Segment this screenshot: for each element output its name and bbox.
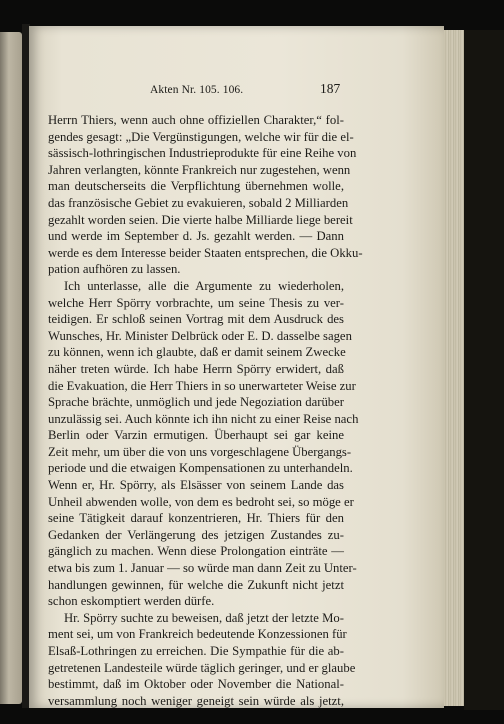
text-line: die Evakuation, die Herr Thiers in so unerwarteter Weise zur (48, 378, 356, 393)
text-line: teidigen. Er schloß seinen Vortrag mit dem Ausdruck des (48, 312, 344, 327)
text-line: pation aufhören zu lassen. (48, 262, 181, 277)
text-line: unzulässig sei. Auch könnte ich ihn nicht zu einer Reise nach (48, 411, 359, 426)
page-edges (444, 30, 464, 706)
text-line: getretenen Landesteile würde täglich geringer, und er glaube (48, 660, 356, 675)
text-line: Gedanken der Verlängerung des jetzigen Zustandes zu- (48, 527, 344, 542)
background-right (464, 30, 504, 710)
left-page-edge (0, 32, 22, 704)
text-line: bestimmt, daß im Oktober oder November die National- (48, 677, 344, 692)
text-line: ment sei, um von Frankreich bedeutende Konzessionen für (48, 627, 347, 642)
text-line: handlungen gewinnen, für welche die Zukunft nicht jetzt (48, 577, 344, 592)
text-line: näher treten würde. Ich habe Herrn Spörry erwidert, daß (48, 361, 344, 376)
text-line: versammlung noch weniger geneigt sein würde als jetzt, (48, 693, 344, 708)
running-title: Akten Nr. 105. 106. (150, 84, 244, 96)
text-line: zu können, wenn ich glaubte, daß er damit seinem Zwecke (48, 345, 346, 360)
text-line: gänglich zu machen. Wenn diese Prolongation einträte — (48, 544, 344, 559)
text-line: periode und die etwaigen Kompensationen zu unterhandeln. (48, 461, 353, 476)
text-line: Herrn Thiers, wenn auch ohne offiziellen Charakter,“ fol- (48, 113, 344, 127)
text-line: und werde im September d. Js. gezahlt werden. — Dann (48, 229, 344, 244)
text-line: Berlin oder Varzin ermutigen. Überhaupt sei gar keine (48, 428, 344, 443)
text-line: das französische Gebiet zu evakuieren, sobald 2 Milliarden (48, 195, 349, 210)
text-line: gezahlt worden seien. Die vierte halbe Milliarde liege bereit (48, 212, 353, 227)
text-line: Zeit mehr, um über die von uns vorgeschlagene Übergangs- (48, 444, 352, 459)
text-line: Elsaß-Lothringen zu erreichen. Die Sympathie für die ab- (48, 644, 344, 658)
text-line: Hr. Spörry suchte zu beweisen, daß jetzt der letzte Mo- (64, 610, 344, 625)
body-text (48, 112, 363, 709)
text-line: gendes gesagt: „Die Vergünstigungen, welche wir für die el- (48, 129, 354, 144)
text-line: Sprache brächte, unmöglich und jede Negoziation darüber (48, 395, 344, 410)
text-line: seine Tätigkeit darauf konzentrieren, Hr. Thiers für den (48, 511, 344, 526)
text-line: schon eskomptiert werden dürfe. (48, 594, 215, 609)
text-line: sässisch-lothringischen Industrieprodukte für eine Reihe von (48, 146, 357, 161)
text-line: man deutscherseits die Verpflichtung übernehmen wolle, (48, 179, 344, 194)
text-line: welche Herr Spörry vorbrachte, um seine Thesis zu ver- (48, 295, 344, 310)
text-line: Ich unterlasse, alle die Argumente zu wiederholen, (64, 278, 344, 293)
page-number: 187 (320, 81, 341, 96)
text-line: Jahren verlangten, könnte Frankreich nur zugestehen, wenn (48, 162, 351, 177)
text-line: Unheil abwenden wolle, von dem es bedroht sei, so möge er (48, 494, 354, 509)
text-line: Wenn er, Hr. Spörry, als Elsässer von seinem Lande das (48, 478, 344, 493)
text-line: Wunsches, Hr. Minister Delbrück oder E. D. dasselbe sagen (48, 328, 352, 343)
text-line: etwa bis zum 1. Januar — so würde man dann Zeit zu Unter- (48, 561, 357, 576)
text-line: werde es dem Interesse beider Staaten entsprechen, die Okku- (48, 245, 363, 260)
